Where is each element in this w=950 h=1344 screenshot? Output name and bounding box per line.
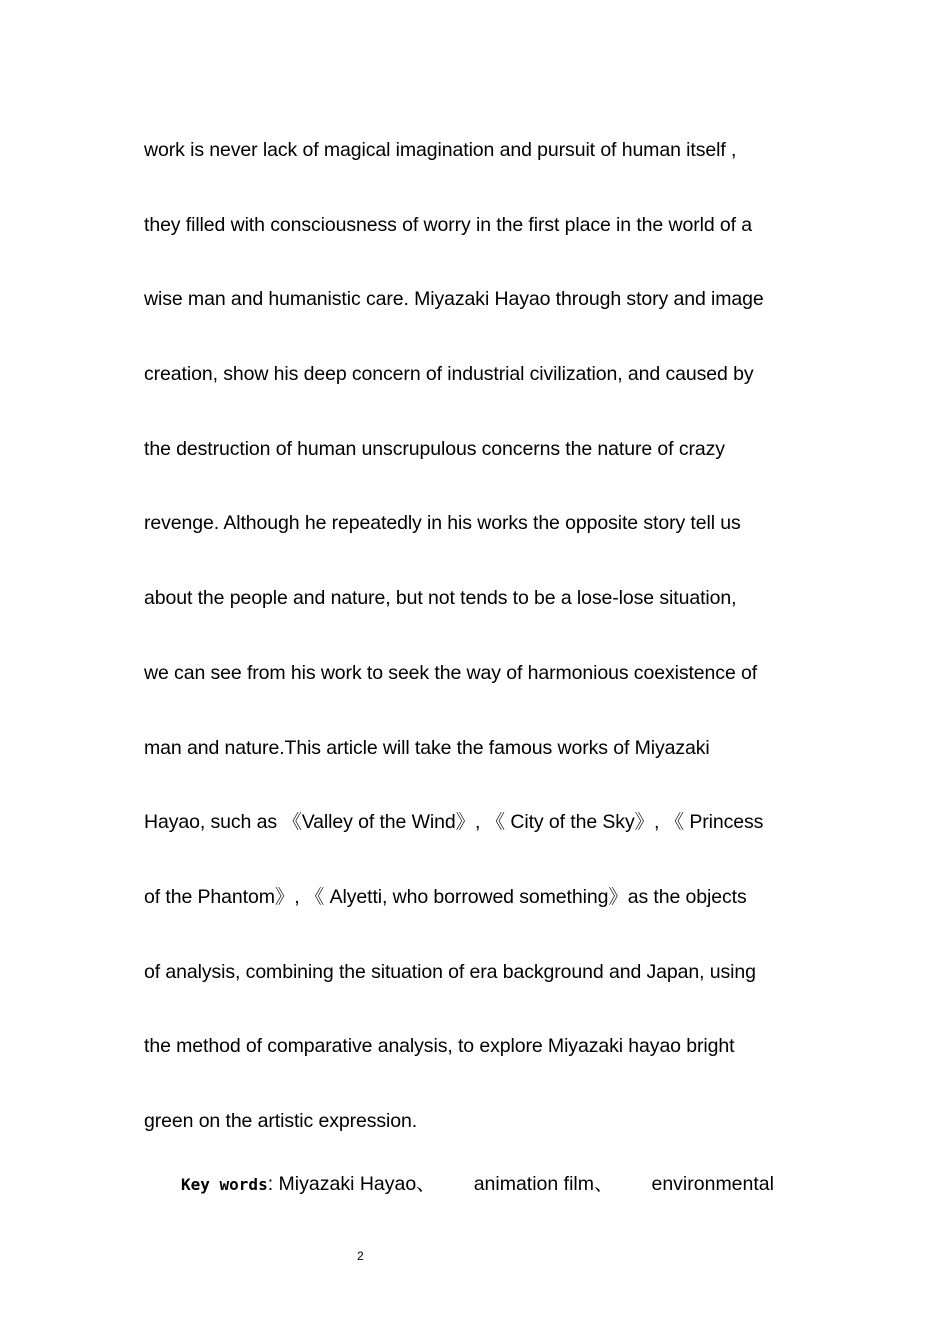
keywords-line <box>181 1166 774 1203</box>
body-line: we can see from his work to seek the way of harmonious coexistence of <box>144 661 758 684</box>
body-line: Hayao, such as 《Valley of the Wind》, 《 City of the Sky》, 《 Princess <box>144 811 764 834</box>
body-line: the destruction of human unscrupulous concerns the nature of crazy <box>144 437 725 460</box>
keyword-item: Miyazaki Hayao、 <box>278 1173 436 1195</box>
body-line: creation, show his deep concern of industrial civilization, and caused by <box>144 363 754 386</box>
keywords-colon: : <box>267 1173 279 1195</box>
keyword-item: environmental <box>651 1173 774 1195</box>
keywords-label: Key words <box>181 1175 268 1194</box>
body-line: wise man and humanistic care. Miyazaki Hayao through story and image <box>144 288 764 311</box>
keyword-item: animation film、 <box>473 1173 614 1195</box>
body-line: of the Phantom》, 《 Alyetti, who borrowed something》as the objects <box>144 885 747 908</box>
body-line: work is never lack of magical imagination and pursuit of human itself , <box>144 139 737 161</box>
page-number: 2 <box>357 1249 364 1263</box>
body-line: green on the artistic expression. <box>144 1109 418 1132</box>
body-line: revenge. Although he repeatedly in his works the opposite story tell us <box>144 512 741 535</box>
body-line: they filled with consciousness of worry in the first place in the world of a <box>144 213 753 236</box>
body-line: about the people and nature, but not tends to be a lose-lose situation, <box>144 587 737 610</box>
abstract-body <box>144 128 814 1174</box>
body-line: of analysis, combining the situation of era background and Japan, using <box>144 960 756 983</box>
body-line: the method of comparative analysis, to explore Miyazaki hayao bright <box>144 1035 735 1058</box>
body-line: man and nature.This article will take the famous works of Miyazaki <box>144 736 710 759</box>
